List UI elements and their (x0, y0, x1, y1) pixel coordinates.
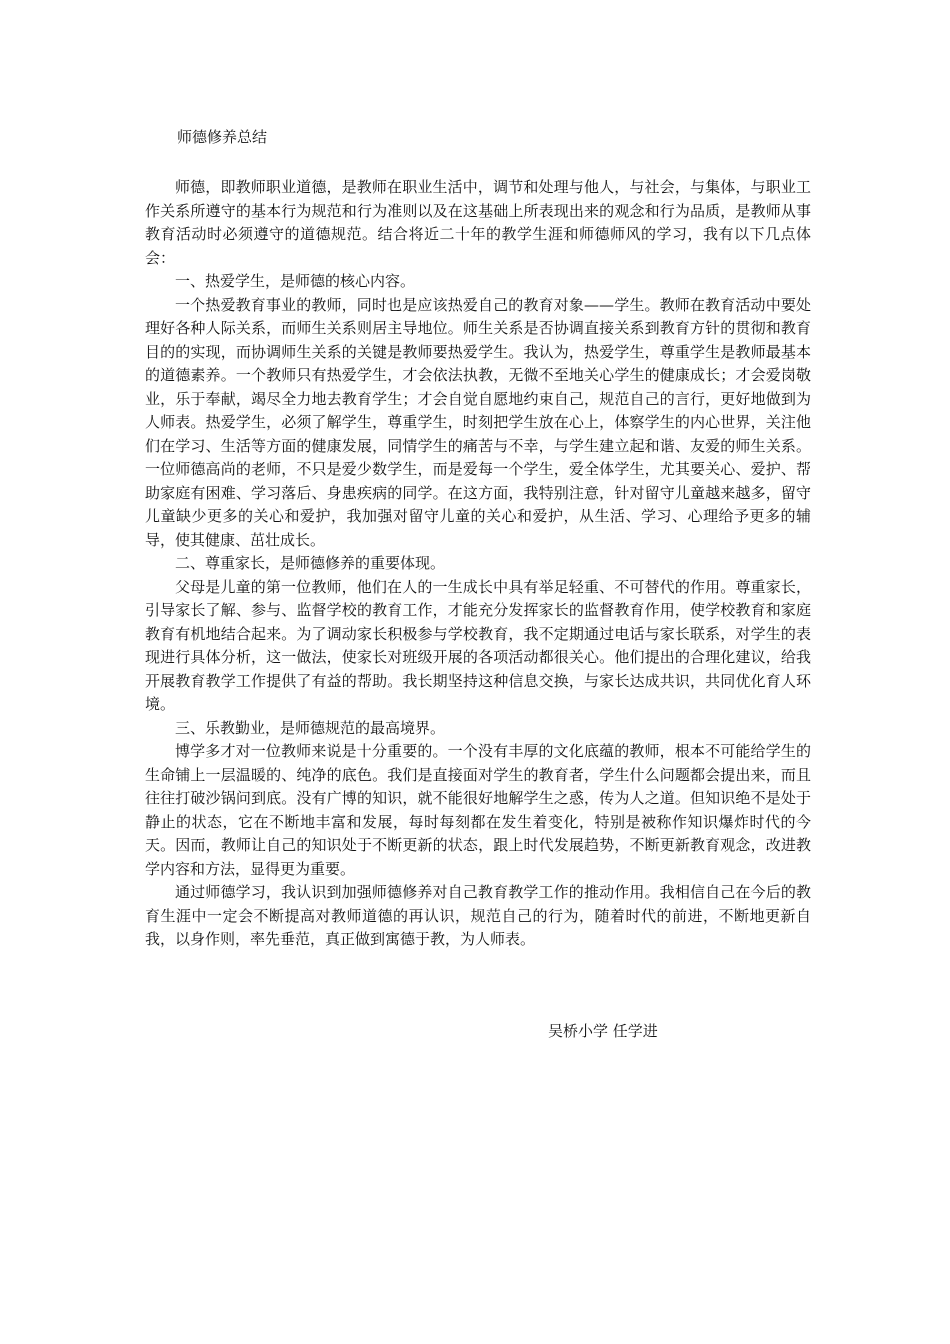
paragraph-conclusion: 通过师德学习，我认识到加强师德修养对自己教育教学工作的推动作用。我相信自己在今后的教育生涯中一定会不断提高对教师道德的再认识，规范自己的行为，随着时代的前进，不断地更新自我，以身作则，率先垂范，真正做到寓德于教，为人师表。 (145, 883, 811, 948)
section-heading-1: 一、热爱学生，是师德的核心内容。 (175, 272, 416, 290)
document-body (145, 176, 811, 952)
paragraph-section-3: 博学多才对一位教师来说是十分重要的。一个没有丰厚的文化底蕴的教师，根本不可能给学生的生命铺上一层温暖的、纯净的底色。我们是直接面对学生的教育者，学生什么问题都会提出来，而且往往打破沙锅问到底。没有广博的知识，就不能很好地解学生之惑，传为人之道。但知识绝不是处于静止的状态，它在不断地丰富和发展，每时每刻都在发生着变化，特别是被称作知识爆炸时代的今天。因而，教师让自己的知识处于不断更新的状态，跟上时代发展趋势，不断更新教育观念，改进教学内容和方法，显得更为重要。 (145, 742, 811, 878)
paragraph-section-2: 父母是儿童的第一位教师，他们在人的一生成长中具有举足轻重、不可替代的作用。尊重家长，引导家长了解、参与、监督学校的教育工作，才能充分发挥家长的监督教育作用，使学校教育和家庭教育有机地结合起来。为了调动家长积极参与学校教育，我不定期通过电话与家长联系，对学生的表现进行具体分析，这一做法，使家长对班级开展的各项活动都很关心。他们提出的合理化建议，给我开展教育教学工作提供了有益的帮助。我长期坚持这种信息交换，与家长达成共识，共同优化育人环境。 (145, 577, 811, 713)
section-heading-3: 三、乐教勤业，是师德规范的最高境界。 (175, 718, 446, 737)
paragraph-section-1: 一个热爱教育事业的教师，同时也是应该热爱自己的教育对象——学生。教师在教育活动中要处理好各种人际关系，而师生关系则居主导地位。师生关系是否协调直接关系到教育方针的贯彻和教育目的的实现，而协调师生关系的关键是教师要热爱学生。我认为，热爱学生，尊重学生是教师最基本的道德素养。一个教师只有热爱学生，才会依法执教，无微不至地关心学生的健康成长；才会爱岗敬业，乐于奉献，竭尽全力地去教育学生；才会自觉自愿地约束自己，规范自己的言行，更好地做到为人师表。热爱学生，必须了解学生，尊重学生，时刻把学生放在心上，体察学生的内心世界，关注他们在学习、生活等方面的健康发展，同情学生的痛苦与不幸，与学生建立起和谐、友爱的师生关系。一位师德高尚的老师，不只是爱少数学生，而是爱每一个学生，爱全体学生，尤其要关心、爱护、帮助家庭有困难、学习落后、身患疾病的同学。在这方面，我特别注意，针对留守儿童越来越多，留守儿童缺少更多的关心和爱护，我加强对留守儿童的关心和爱护，从生活、学习、心理给予更多的辅导，使其健康、茁壮成长。 (145, 295, 811, 549)
document-title: 师德修养总结 (177, 128, 268, 146)
paragraph-intro: 师德，即教师职业道德，是教师在职业生活中，调节和处理与他人，与社会，与集体，与职业工作关系所遵守的基本行为规范和行为准则以及在这基础上所表现出来的观念和行为品质，是教师从事教育活动时必须遵守的道德规范。结合将近二十年的教学生涯和师德师风的学习，我有以下几点体会： (145, 178, 811, 267)
section-heading-2: 二、尊重家长，是师德修养的重要体现。 (175, 554, 446, 572)
signature: 吴桥小学 任学进 (548, 1022, 658, 1040)
